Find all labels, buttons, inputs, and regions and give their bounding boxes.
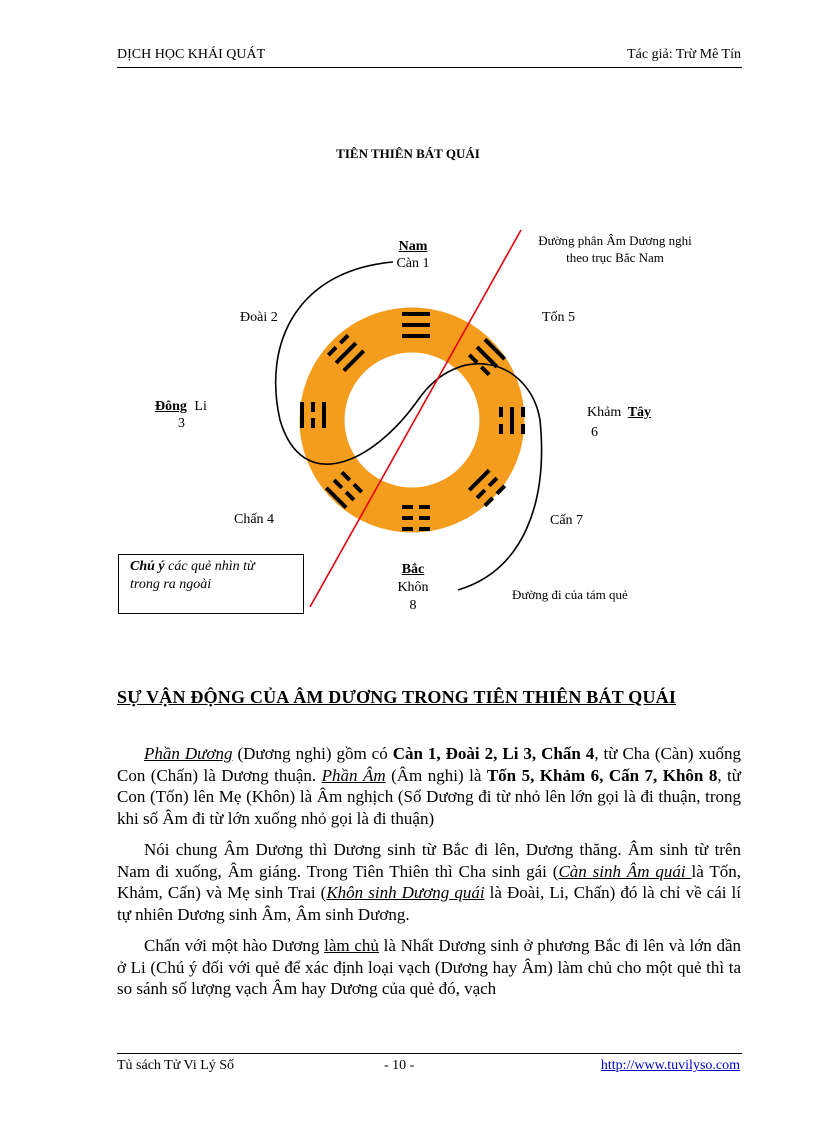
p1-yin-trigrams: Tốn 5, Khảm 6, Cấn 7, Khôn 8 [486,765,718,785]
p2-khon-sinh: Khôn sinh Dương quái [326,883,485,902]
p1-yang-trigrams: Càn 1, Đoài 2, Li 3, Chấn 4 [392,744,595,763]
note-box [118,554,304,614]
p1-phan-am: Phần Âm [321,765,386,785]
p3-text-a: Chấn với một hào Dương [144,936,325,955]
p1-text-c: (Âm nghi) là [385,765,487,785]
p1-text-a: (Dương nghi) gồm có [232,744,393,763]
note-line1: các quẻ nhìn từ [164,559,255,574]
footer-website-link[interactable]: http://www.tuvilyso.com [600,1058,740,1073]
paragraph-1 [117,743,741,829]
p1-text-d: , từ Con (Tốn) lên Mẹ (Khôn) là Âm nghịch (Số Dương đi từ nhỏ lên lớn gọi là đi thuận, trong khi số Âm đi từ lớn xuống nhỏ gọi là đi thuận) [117,765,741,828]
label-dong: Đông [155,399,187,414]
p1-text-b: , từ Cha (Càn) xuống Con (Chấn) là Dương thuận. [117,744,742,785]
p1-phan-duong: Phần Dương [144,744,233,763]
footer-rule [117,1053,742,1054]
footer-series: Tủ sách Tử Vi Lý Số [117,1058,235,1073]
paragraph-2 [117,839,741,925]
trigram-can-icon [402,312,430,338]
paragraph-3 [117,935,741,1000]
footer-page-number: - 10 - [384,1058,415,1073]
p3-text-b: là Nhất Dương sinh ở phương Bắc đi lên và lớn dần ở Li (Chú ý đối với quẻ để xác định loại vạch (Dương hay Âm) làm chủ cho một quẻ thì ta so sánh số lượng vạch Âm hay Dương của quẻ đó, vạch [117,936,741,998]
p2-text-b: là Tốn, Khảm, Cấn) và Mẹ sinh Trai ( [117,861,742,902]
note-line2: trong ra ngoài [130,577,212,592]
divider-note-line2: theo trục Bắc Nam [566,250,664,265]
label-nam: Nam [398,239,428,254]
section-heading: SỰ VẬN ĐỘNG CỦA ÂM DƯƠNG TRONG TIÊN THIÊN BÁT QUÁI [117,687,677,707]
label-li: Li [194,399,207,414]
note-bold: Chú ý [130,559,165,574]
p2-text-c: là Đoài, Li, Chấn) đó là chỉ về cái lí tự nhiên Dương sinh Âm, Âm sinh Dương. [117,883,741,924]
label-ton-5: Tốn 5 [542,310,576,325]
label-chan-4: Chấn 4 [234,512,275,527]
label-can-1: Càn 1 [396,256,430,271]
label-bac: Bắc [401,562,425,577]
label-can-7: Cấn 7 [550,513,584,528]
p2-can-sinh: Càn sinh Âm quái [558,861,692,881]
path-note: Đường đi của tám quẻ [512,587,628,602]
p2-text-a: Nói chung Âm Dương thì Dương sinh từ Bắc đi lên, Dương thăng. Âm sinh từ trên Nam đi xuống, Âm giáng. Trong Tiên Thiên thì Cha sinh gái ( [117,840,741,881]
label-tay: Tây [627,405,652,420]
label-kham: Khảm [587,405,622,420]
header-title: DỊCH HỌC KHÁI QUÁT [117,47,266,62]
diagram-title: TIÊN THIÊN BÁT QUÁI [336,146,480,161]
label-doai-2: Đoài 2 [240,310,278,325]
label-khon-number: 8 [409,598,417,613]
divider-note-line1: Đường phân Âm Dương nghi [538,233,692,248]
label-khon: Khôn [397,580,429,595]
label-kham-number: 6 [591,425,598,440]
label-li-number: 3 [178,416,185,431]
p3-lam-chu: làm chủ [324,936,379,955]
header-author: Tác giả: Trừ Mê Tín [627,47,741,62]
